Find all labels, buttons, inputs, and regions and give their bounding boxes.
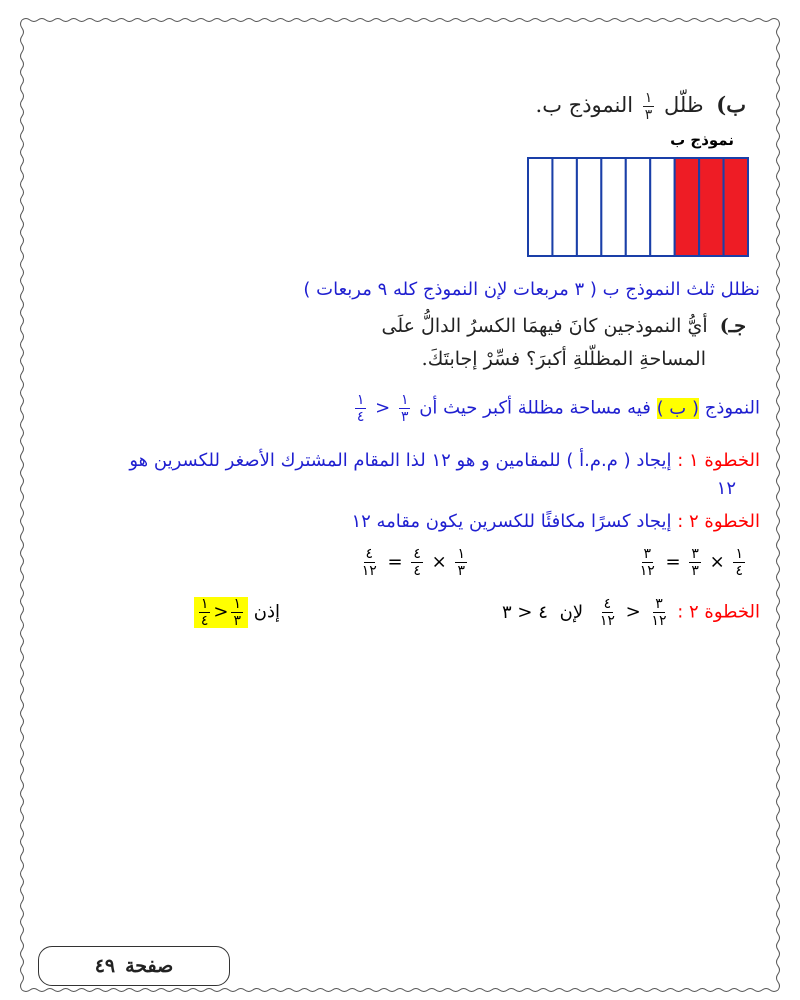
step3-because: لإن [559,601,584,623]
model-b-grid [527,157,749,257]
equation-left: $\frac{١}{٣}$ × $\frac{٤}{٤}$ = $\frac{٤}{١٢}$ [361,546,465,579]
model-part [601,158,625,256]
answer-c-highlighted: ( ب ) [656,397,699,419]
step1-text: إيجاد ( م.م.أ ) للمقامين و هو ١٢ لذا المقام المشترك الأصغر للكسرين هو [129,450,672,471]
exercise-b-text-after: النموذج ب. [535,93,634,117]
step2 [351,511,760,532]
exercise-b [536,91,746,122]
step3-so: إذن [253,601,280,623]
step1-label: الخطوة ١ : [677,450,760,471]
model-title: نموذج ب [670,131,734,149]
exercise-c-line1 [382,315,746,337]
page-number: ٤٩ [94,955,116,977]
answer-c-sign: < [375,397,391,419]
step3-nums: ٤ < ٣ [501,601,548,623]
fraction-denominator: ٣ [644,107,653,123]
answer-c [352,393,760,424]
answer-c-frac-quarter: $\frac{١}{٤}$ [356,392,365,425]
model-part-shaded [675,158,699,256]
border-edge [22,19,778,22]
answer-b: نظلل ثلث النموذج ب ( ٣ مربعات لإن النموذج كله ٩ مربعات ) [303,279,760,300]
exercise-b-fraction [643,91,655,122]
answer-c-text1: النموذج [704,397,760,419]
answer-c-frac-third: $\frac{١}{٣}$ [400,392,409,425]
fraction-numerator: ١ [644,90,653,106]
equation-right: $\frac{١}{٤}$ × $\frac{٣}{٣}$ = $\frac{٣}{١٢}$ [639,546,743,579]
model-part [577,158,601,256]
exercise-c-text: أيُّ النموذجين كانَ فيهمَا الكسرُ الدالُّ علَى [381,315,708,337]
step2-label: الخطوة ٢ : [677,511,760,532]
step3-conclusion [194,597,280,628]
answer-c-text2: فيه مساحة مظللة أكبر حيث أن [419,397,651,419]
final-inequality: $\frac{١}{٣}$ < $\frac{١}{٤}$ [194,597,248,628]
model-part [650,158,674,256]
step3: الخطوة ٢ : $\frac{٣}{١٢}$ < $\frac{٤}{١٢}$ لإن ٤ < ٣ [501,596,760,629]
model-part [528,158,552,256]
border-edge [22,989,778,992]
border-edge [21,20,24,990]
page-number-badge [38,946,230,986]
model-part-shaded [699,158,723,256]
model-part [552,158,576,256]
border-edge [777,20,780,990]
exercise-c-line2: المساحةِ المظلّلةِ أكبرَ؟ فسِّرْ إجابتَكَ. [421,348,706,370]
page-word: صفحة [125,955,174,977]
model-part [626,158,650,256]
step1 [40,447,760,503]
model-part-shaded [724,158,748,256]
step2-text: إيجاد كسرًا مكافئًا للكسرين يكون مقامه ١٢ [351,511,672,532]
exercise-b-label: ب) [716,92,746,117]
exercise-b-text-before: ظلّل [664,93,704,117]
step3-label: الخطوة ٢ : [677,601,760,623]
exercise-c-label: جـ) [719,315,746,337]
step1-continuation: ١٢ [716,478,736,499]
